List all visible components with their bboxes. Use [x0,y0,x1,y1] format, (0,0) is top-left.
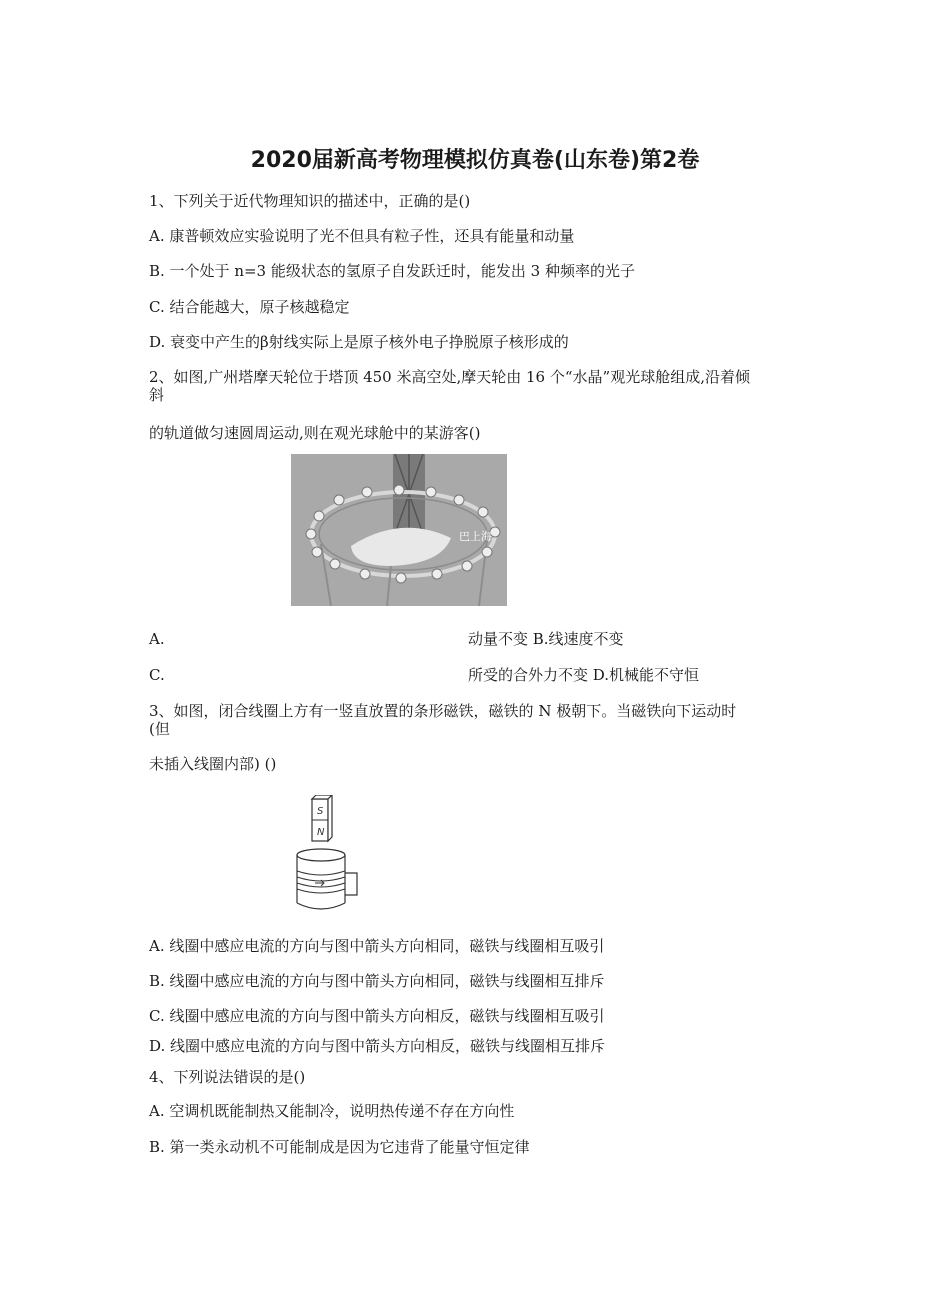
magnet-n-label: N [317,827,325,838]
question-3-stem-line-1: 3、如图，闭合线圈上方有一竖直放置的条形磁铁，磁铁的 N 极朝下。当磁铁向下运动时 [149,702,737,720]
question-3-option-b: B. 线圈中感应电流的方向与图中箭头方向相同，磁铁与线圈相互排斥 [149,972,605,990]
question-3-stem-line-2: (但 [149,720,170,738]
question-3-option-d: D. 线圈中感应电流的方向与图中箭头方向相反，磁铁与线圈相互排斥 [149,1037,606,1055]
question-1-option-d: D. 衰变中产生的β射线实际上是原子核外电子挣脱原子核形成的 [149,333,569,351]
question-4-stem: 4、下列说法错误的是() [149,1068,306,1086]
page-title: 2020届新高考物理模拟仿真卷(山东卷)第2卷 [250,148,700,173]
question-1-option-c: C. 结合能越大，原子核越稳定 [149,298,350,316]
question-1-stem: 1、下列关于近代物理知识的描述中，正确的是() [149,192,471,210]
ferris-wheel-figure [291,454,507,606]
question-1-option-a: A. 康普顿效应实验说明了光不但具有粒子性，还具有能量和动量 [149,227,575,245]
question-2-options-cd: 所受的合外力不变 D.机械能不守恒 [468,666,700,684]
question-2-stem-line-1: 2、如图,广州塔摩天轮位于塔顶 450 米高空处,摩天轮由 16 个“水晶”观光球舱组成,沿着倾 [149,368,750,386]
question-4-option-a: A. 空调机既能制热又能制冷，说明热传递不存在方向性 [149,1102,515,1120]
magnet-coil-figure [291,795,361,913]
question-2-option-c-label: C. [149,666,165,684]
question-3-option-c: C. 线圈中感应电流的方向与图中箭头方向相反，磁铁与线圈相互吸引 [149,1007,605,1025]
magnet-s-label: S [317,806,324,817]
question-2-stem-line-3: 的轨道做匀速圆周运动,则在观光球舱中的某游客() [149,424,481,442]
figure-caption-text: 巴上海 [459,530,492,543]
question-2-options-ab: 动量不变 B.线速度不变 [468,630,624,648]
question-1-option-b: B. 一个处于 n=3 能级状态的氢原子自发跃迁时，能发出 3 种频率的光子 [149,262,635,280]
question-2-stem-line-2: 斜 [149,386,165,404]
question-3-option-a: A. 线圈中感应电流的方向与图中箭头方向相同，磁铁与线圈相互吸引 [149,937,605,955]
question-3-stem-line-3: 未插入线圈内部) () [149,755,277,773]
question-4-option-b: B. 第一类永动机不可能制成是因为它违背了能量守恒定律 [149,1138,530,1156]
question-2-option-a-label: A. [149,630,165,648]
